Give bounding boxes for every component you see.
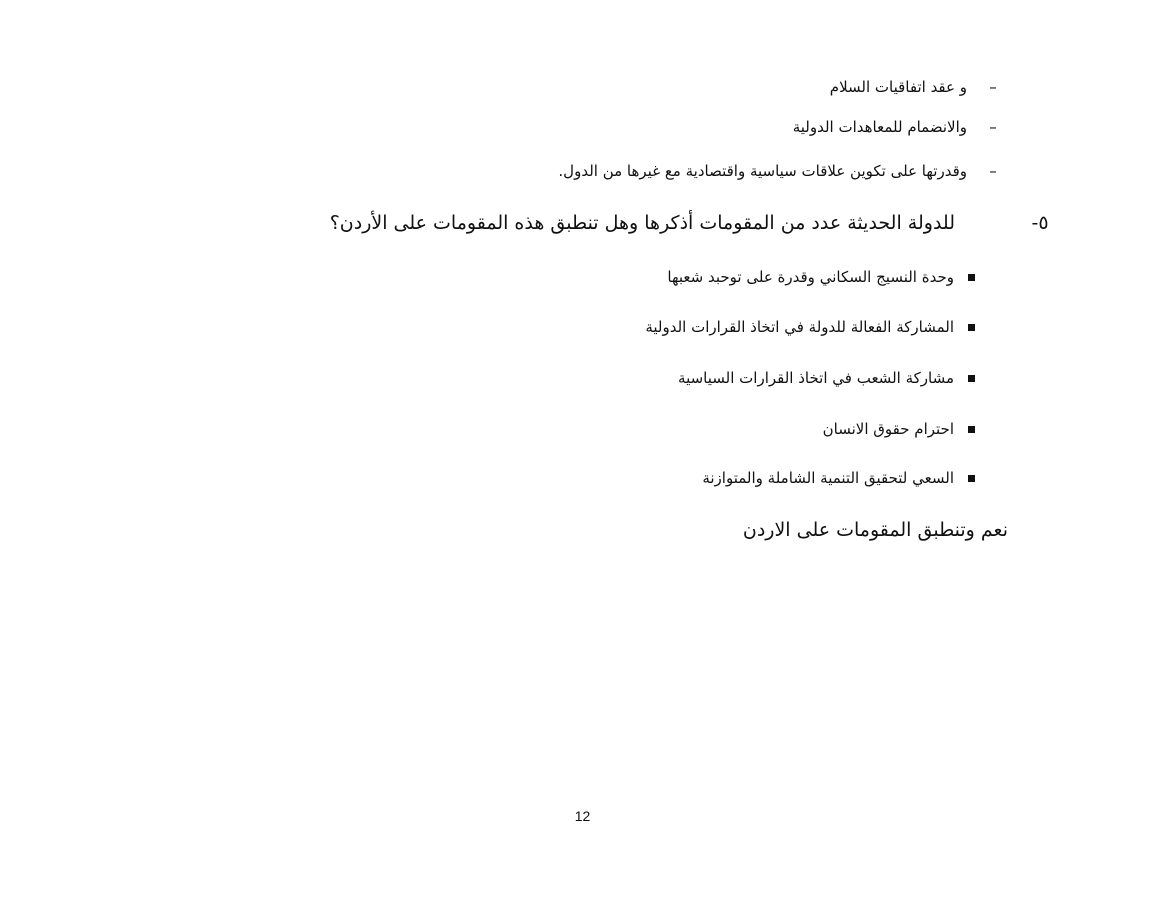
answer-text-row <box>743 519 1008 541</box>
bullet-list-item <box>645 318 975 336</box>
square-bullet-icon <box>968 274 975 281</box>
question-number: ٥- <box>1031 212 1049 234</box>
dash-item-text: و عقد اتفاقيات السلام <box>829 78 967 96</box>
square-bullet-icon <box>968 475 975 482</box>
dash-list-item <box>793 118 1005 136</box>
dash-marker: – <box>989 118 997 136</box>
dash-marker: – <box>989 162 997 180</box>
dash-list-item <box>830 78 1005 96</box>
dash-marker: – <box>989 78 997 96</box>
dash-item-text: وقدرتها على تكوين علاقات سياسية واقتصادية مع غيرها من الدول. <box>558 162 967 180</box>
dash-list-item <box>558 162 1005 180</box>
bullet-list-item <box>823 420 975 438</box>
square-bullet-icon <box>968 426 975 433</box>
question-text: للدولة الحديثة عدد من المقومات أذكرها وهل تنطبق هذه المقومات على الأردن؟ <box>329 212 955 234</box>
dash-item-text: والانضمام للمعاهدات الدولية <box>792 118 967 136</box>
bullet-list-item <box>702 469 975 487</box>
question-heading <box>330 212 1055 234</box>
answer-text: نعم وتنطبق المقومات على الاردن <box>742 519 1008 541</box>
bullet-item-text: السعي لتحقيق التنمية الشاملة والمتوازنة <box>702 469 954 487</box>
bullet-list-item <box>678 369 975 387</box>
bullet-item-text: مشاركة الشعب في اتخاذ القرارات السياسية <box>678 369 954 387</box>
square-bullet-icon <box>968 324 975 331</box>
bullet-item-text: المشاركة الفعالة للدولة في اتخاذ القرارات الدولية <box>645 318 954 336</box>
bullet-list-item <box>667 268 975 286</box>
bullet-item-text: وحدة النسيج السكاني وقدرة على توحبد شعبها <box>667 268 954 286</box>
square-bullet-icon <box>968 375 975 382</box>
page-number: 12 <box>574 808 591 824</box>
bullet-item-text: احترام حقوق الانسان <box>822 420 954 438</box>
